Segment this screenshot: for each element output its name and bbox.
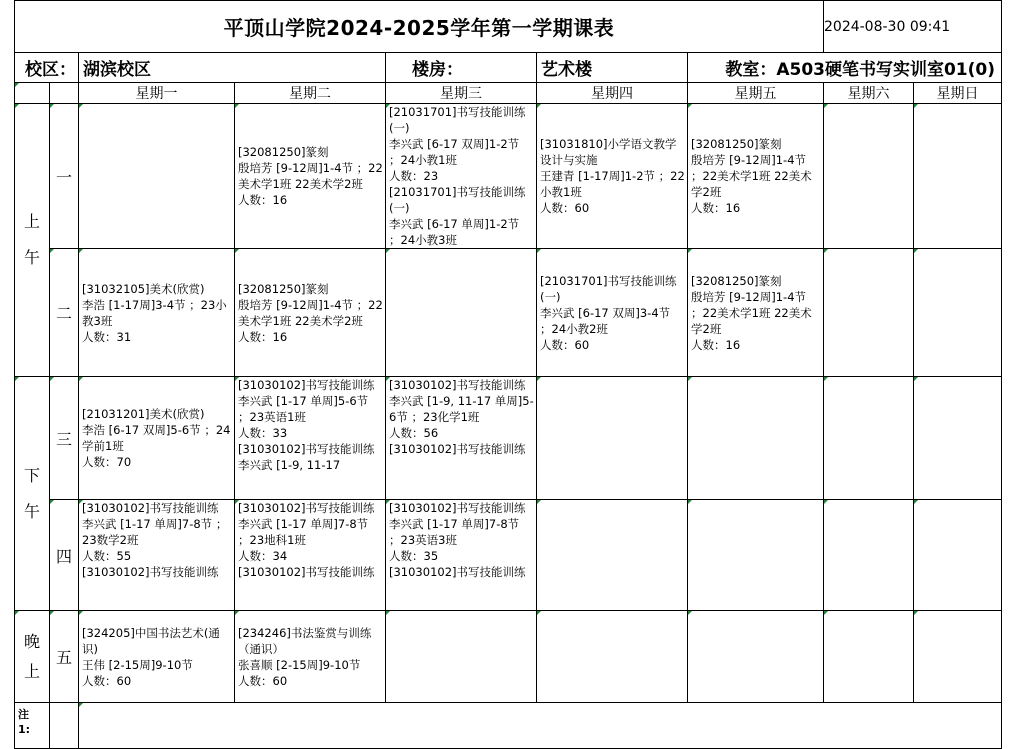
note-label xyxy=(15,703,50,749)
day-header-thu: 星期四 xyxy=(537,83,688,104)
room-label: 教室： xyxy=(725,60,777,80)
course-line: 李兴武 [1-17 单周]7-8节 ；23地科1班 xyxy=(238,517,369,547)
course-line: 殷培芳 [9-12周]1-4节 ；22美术学1班 22美术学2班 xyxy=(238,161,383,191)
session-evening-char2: 上 xyxy=(23,661,40,681)
course-line: [31030102]书写技能训练 xyxy=(238,501,375,515)
course-line: 人数：60 xyxy=(540,201,590,215)
day-header-wed: 星期三 xyxy=(386,83,537,104)
session-evening xyxy=(15,611,50,703)
course-entry xyxy=(386,104,536,248)
period-label-2: 二 xyxy=(50,249,79,377)
period-label-4: 四 xyxy=(50,500,79,611)
course-line: [31030102]书写技能训练 xyxy=(82,565,219,579)
course-line: 人数：55 xyxy=(82,549,132,563)
session-afternoon xyxy=(15,377,50,611)
course-line: [324205]中国书法艺术(通识) xyxy=(82,625,220,656)
course-cell-p5-tue[interactable] xyxy=(235,611,386,703)
course-cell-p2-sat xyxy=(824,249,914,377)
day-header-fri: 星期五 xyxy=(688,83,824,104)
course-line: 李兴武 [6-17 单周]1-2节 ；24小教3班 xyxy=(389,217,520,247)
course-line: 李兴武 [6-17 双周]3-4节 ；24小教2班 xyxy=(540,305,671,336)
period-label-3: 三 xyxy=(50,377,79,500)
course-line: 人数：70 xyxy=(82,455,132,469)
course-entry xyxy=(79,625,234,689)
course-cell-p1-mon xyxy=(79,104,235,249)
course-cell-p5-thu xyxy=(537,611,688,703)
course-cell-p4-mon[interactable] xyxy=(79,500,235,611)
course-line: 人数：60 xyxy=(238,673,288,688)
course-line: 人数：60 xyxy=(540,337,590,352)
course-line: 李兴武 [1-9, 11-17 单周]5-6节 ；23化学1班 xyxy=(389,394,534,424)
course-line: 人数：33 xyxy=(238,426,288,440)
course-line: [31030102]书写技能训练 xyxy=(389,378,526,392)
day-header-sat: 星期六 xyxy=(824,83,914,104)
course-entry xyxy=(537,273,687,353)
course-line: 人数：23 xyxy=(389,169,439,183)
course-line: 李兴武 [1-17 单周]5-6节 ；23英语1班 xyxy=(238,394,369,424)
course-cell-p1-sat xyxy=(824,104,914,249)
session-afternoon-char2: 午 xyxy=(23,501,40,521)
print-timestamp xyxy=(824,1,1002,53)
note-label-char: 注 xyxy=(18,708,29,721)
course-entry xyxy=(79,406,234,470)
course-line: 人数：16 xyxy=(691,337,741,352)
course-cell-p3-sat xyxy=(824,377,914,500)
course-line: [32081250]篆刻 xyxy=(691,137,782,151)
course-cell-p2-mon[interactable] xyxy=(79,249,235,377)
session-morning xyxy=(15,104,50,377)
day-header-sun: 星期日 xyxy=(914,83,1002,104)
course-cell-p5-sun xyxy=(914,611,1002,703)
course-entry xyxy=(386,377,536,457)
course-line: [32081250]篆刻 xyxy=(691,273,782,288)
course-cell-p3-tue[interactable] xyxy=(235,377,386,500)
print-date: 2024-08-30 xyxy=(824,18,906,35)
course-cell-p4-fri xyxy=(688,500,824,611)
course-line: [21031701]书写技能训练(一) xyxy=(389,185,526,215)
course-entry xyxy=(79,281,234,345)
session-evening-char1: 晚 xyxy=(23,631,40,651)
course-line: 李浩 [6-17 双周]5-6节 ；24学前1班 xyxy=(82,423,231,453)
note-content xyxy=(79,703,1002,749)
room-value: A503硬笔书写实训室01(0) xyxy=(776,60,995,80)
course-entry xyxy=(235,625,385,689)
print-time: 09:41 xyxy=(909,18,951,35)
period-label-5: 五 xyxy=(50,611,79,703)
course-entry xyxy=(386,500,536,580)
course-line: [31030102]书写技能训练 xyxy=(389,565,526,579)
course-cell-p1-sun xyxy=(914,104,1002,249)
course-line: 人数：60 xyxy=(82,673,132,688)
course-line: 李兴武 [1-9, 11-17 xyxy=(238,458,341,472)
course-line: [31030102]书写技能训练 xyxy=(238,565,375,579)
course-line: 人数：31 xyxy=(82,329,132,344)
course-cell-p5-fri xyxy=(688,611,824,703)
course-line: 张喜顺 [2-15周]9-10节 xyxy=(238,657,361,672)
course-line: [234246]书法鉴赏与训练（通识） xyxy=(238,625,372,656)
course-line: 李兴武 [1-17 单周]7-8节 ；23数学2班 xyxy=(82,517,228,547)
course-cell-p1-wed[interactable] xyxy=(386,104,537,249)
course-cell-p5-mon[interactable] xyxy=(79,611,235,703)
course-cell-p2-sun xyxy=(914,249,1002,377)
course-entry xyxy=(235,500,385,580)
session-morning-char2: 午 xyxy=(23,248,40,267)
course-cell-p2-wed xyxy=(386,249,537,377)
course-cell-p4-sun xyxy=(914,500,1002,611)
course-cell-p3-mon[interactable] xyxy=(79,377,235,500)
course-cell-p3-thu xyxy=(537,377,688,500)
course-line: 人数：34 xyxy=(238,549,288,563)
building-label: 楼房： xyxy=(386,53,537,83)
course-cell-p2-tue[interactable] xyxy=(235,249,386,377)
course-cell-p2-thu[interactable] xyxy=(537,249,688,377)
course-line: [31030102]书写技能训练 xyxy=(82,501,219,515)
course-entry xyxy=(688,273,823,353)
course-entry xyxy=(235,377,385,473)
building-value: 艺术楼 xyxy=(537,53,688,83)
course-cell-p1-tue[interactable] xyxy=(235,104,386,249)
course-line: 殷培芳 [9-12周]1-4节 ；22美术学1班 22美术学2班 xyxy=(691,289,812,336)
course-line: 殷培芳 [9-12周]1-4节 ；22美术学1班 22美术学2班 xyxy=(691,153,812,199)
course-line: [32081250]篆刻 xyxy=(238,145,329,159)
course-line: 李浩 [1-17周]3-4节 ；23小教3班 xyxy=(82,297,227,328)
course-cell-p3-wed[interactable] xyxy=(386,377,537,500)
timetable-grid xyxy=(14,0,1002,749)
course-line: 人数：16 xyxy=(691,201,741,215)
corner-cell-2 xyxy=(50,83,79,104)
course-line: 人数：35 xyxy=(389,549,439,563)
course-line: 人数：16 xyxy=(238,329,288,344)
course-line: 王建青 [1-17周]1-2节 ；22小教1班 xyxy=(540,169,685,199)
course-line: [31031810]小学语文教学设计与实施 xyxy=(540,137,677,167)
course-cell-p4-wed[interactable] xyxy=(386,500,537,611)
course-cell-p1-thu[interactable] xyxy=(537,104,688,249)
course-entry xyxy=(537,136,687,216)
campus-label: 校区： xyxy=(15,53,79,83)
course-entry xyxy=(235,281,385,345)
day-header-tue: 星期二 xyxy=(235,83,386,104)
corner-cell xyxy=(15,83,50,104)
course-cell-p4-thu xyxy=(537,500,688,611)
campus-value: 湖滨校区 xyxy=(79,53,386,83)
course-line: [21031201]美术(欣赏) xyxy=(82,407,205,421)
course-cell-p5-wed xyxy=(386,611,537,703)
course-line: 李兴武 [6-17 双周]1-2节 ；24小教1班 xyxy=(389,137,520,167)
session-afternoon-char1: 下 xyxy=(23,465,40,485)
course-cell-p3-fri xyxy=(688,377,824,500)
course-cell-p4-tue[interactable] xyxy=(235,500,386,611)
course-line: [31030102]书写技能训练 xyxy=(238,442,375,456)
course-cell-p2-fri[interactable] xyxy=(688,249,824,377)
course-cell-p1-fri[interactable] xyxy=(688,104,824,249)
page-title: 平顶山学院2024-2025学年第一学期课表 xyxy=(15,1,824,53)
course-line: 人数：56 xyxy=(389,426,439,440)
day-header-mon: 星期一 xyxy=(79,83,235,104)
course-entry xyxy=(688,136,823,216)
course-cell-p5-sat xyxy=(824,611,914,703)
course-line: 李兴武 [1-17 单周]7-8节 ；23英语3班 xyxy=(389,517,520,547)
session-morning-char1: 上 xyxy=(23,212,40,231)
course-line: [31030102]书写技能训练 xyxy=(389,442,526,456)
course-line: [31030102]书写技能训练 xyxy=(389,501,526,515)
course-line: [31032105]美术(欣赏) xyxy=(82,281,205,296)
course-entry xyxy=(79,500,234,580)
course-line: [31030102]书写技能训练 xyxy=(238,378,375,392)
note-spacer xyxy=(50,703,79,749)
course-line: 殷培芳 [9-12周]1-4节 ；22美术学1班 22美术学2班 xyxy=(238,297,383,328)
room-info xyxy=(688,53,1002,83)
course-cell-p4-sat xyxy=(824,500,914,611)
course-cell-p3-sun xyxy=(914,377,1002,500)
course-line: 人数：16 xyxy=(238,193,288,207)
course-line: [21031701]书写技能训练(一) xyxy=(540,273,677,304)
course-line: [32081250]篆刻 xyxy=(238,281,329,296)
course-line: 王伟 [2-15周]9-10节 xyxy=(82,657,193,672)
note-label-index: 1: xyxy=(18,723,31,736)
course-entry xyxy=(235,144,385,208)
course-line: [21031701]书写技能训练(一) xyxy=(389,105,526,135)
period-label-1: 一 xyxy=(50,104,79,249)
